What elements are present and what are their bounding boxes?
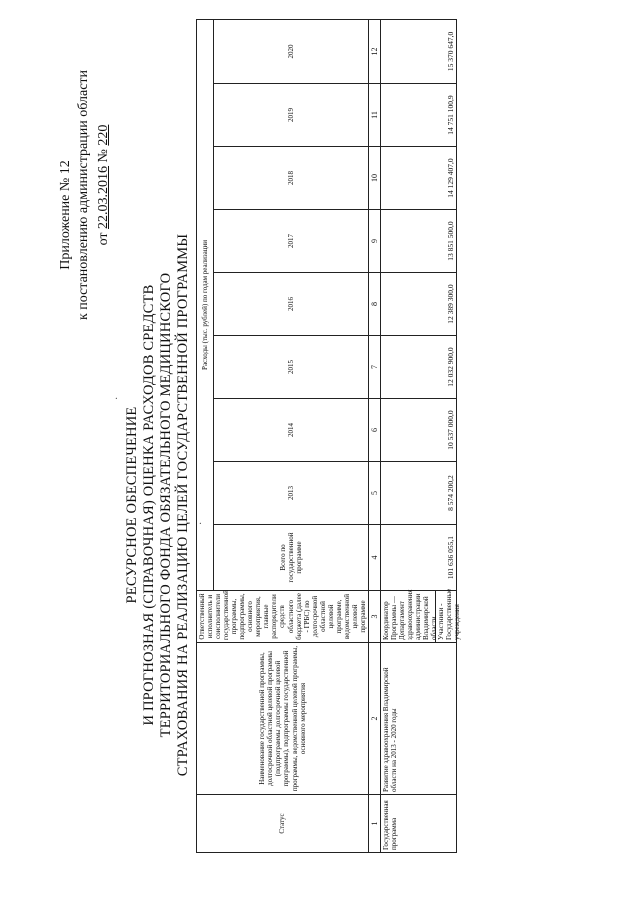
row-year-value: 14 751 100,9	[381, 84, 457, 147]
column-number: 1	[368, 795, 380, 853]
column-number: 8	[368, 273, 380, 336]
row-year-value: 14 129 407,0	[381, 147, 457, 210]
header-year: 2018	[214, 147, 369, 210]
column-number: 6	[368, 399, 380, 462]
row-year-value: 15 370 647,0	[381, 19, 457, 83]
date-prefix: от	[96, 232, 111, 246]
row-year-value: 10 537 000,0	[381, 399, 457, 462]
document-title-line-1: РЕСУРСНОЕ ОБЕСПЕЧЕНИЕ	[124, 406, 140, 604]
column-number: 10	[368, 147, 380, 210]
header-year: 2017	[214, 210, 369, 273]
row-executor: Координатор Программы — Департамент здравоохранения администрации Владимирской области	[382, 589, 439, 640]
column-number: 7	[368, 336, 380, 399]
decree-reference: к постановлению администрации области	[76, 69, 91, 321]
row-year-value: 12 389 300,0	[381, 273, 457, 336]
row-total: 101 636 055,1	[381, 525, 457, 591]
resource-table	[196, 19, 462, 853]
row-program-name: Развитие здравоохранения Владимирской области на 2013 - 2020 годы	[381, 643, 457, 795]
column-number: 3	[368, 591, 380, 643]
document-title-line-2: И ПРОГНОЗНАЯ (СПРАВОЧНАЯ) ОЦЕНКА РАСХОДОВ СРЕДСТВ	[141, 284, 157, 726]
decree-date: 22.03.2016	[96, 165, 111, 229]
header-year: 2016	[214, 273, 369, 336]
column-number: 9	[368, 210, 380, 273]
scan-dot: ·	[196, 521, 207, 525]
column-number: 11	[368, 84, 380, 147]
header-program-name: Наименование государственной программы, долгосрочной областной целевой программы (подпрограммы долгосрочной целевой программы), подпрограммы государственной программы, ведомственной целевой программы, основного мероприятия	[197, 643, 369, 795]
header-year: 2020	[214, 19, 369, 83]
header-expenses-group: Расходы (тыс. рублей) по годам реализации	[197, 19, 214, 590]
decree-number: 220	[96, 124, 111, 146]
row-year-value: 13 851 500,0	[381, 210, 457, 273]
document-title-line-4: СТРАХОВАНИЯ НА РЕАЛИЗАЦИЮ ЦЕЛЕЙ ГОСУДАРСТВЕННОЙ ПРОГРАММЫ	[175, 233, 191, 777]
row-status: Государственная программа	[381, 795, 457, 853]
decree-date-line	[96, 65, 112, 305]
row-year-value: 8 574 200,2	[381, 462, 457, 525]
row-executor-participants: Участники - Государственные учреждения	[437, 588, 462, 640]
column-number: 12	[368, 19, 380, 83]
document-title-line-3: ТЕРРИТОРИАЛЬНОГО ФОНДА ОБЯЗАТЕЛЬНОГО МЕДИЦИНСКОГО	[158, 272, 174, 738]
header-year: 2014	[214, 399, 369, 462]
number-prefix: №	[96, 149, 111, 163]
header-year: 2015	[214, 336, 369, 399]
column-number: 4	[368, 525, 380, 591]
column-number: 5	[368, 462, 380, 525]
header-executor: Ответственный исполнитель и соисполнители государственной программы, подпрограммы, основного мероприятия, главные распорядители средств областного бюджета (далее - ГРБС) по долгосрочной областной целевой программе, ведомственной целевой программе	[197, 591, 369, 643]
header-total: Всего по государственной программе	[214, 525, 369, 591]
header-year: 2013	[214, 462, 369, 525]
header-status: Статус	[197, 795, 369, 853]
row-year-value: 12 032 900,0	[381, 336, 457, 399]
header-year: 2019	[214, 84, 369, 147]
table-row	[381, 19, 457, 852]
row-executor-cell	[381, 588, 462, 643]
scan-dot: ·	[112, 396, 123, 400]
column-number: 2	[368, 643, 380, 795]
annex-number: Приложение № 12	[58, 160, 73, 270]
